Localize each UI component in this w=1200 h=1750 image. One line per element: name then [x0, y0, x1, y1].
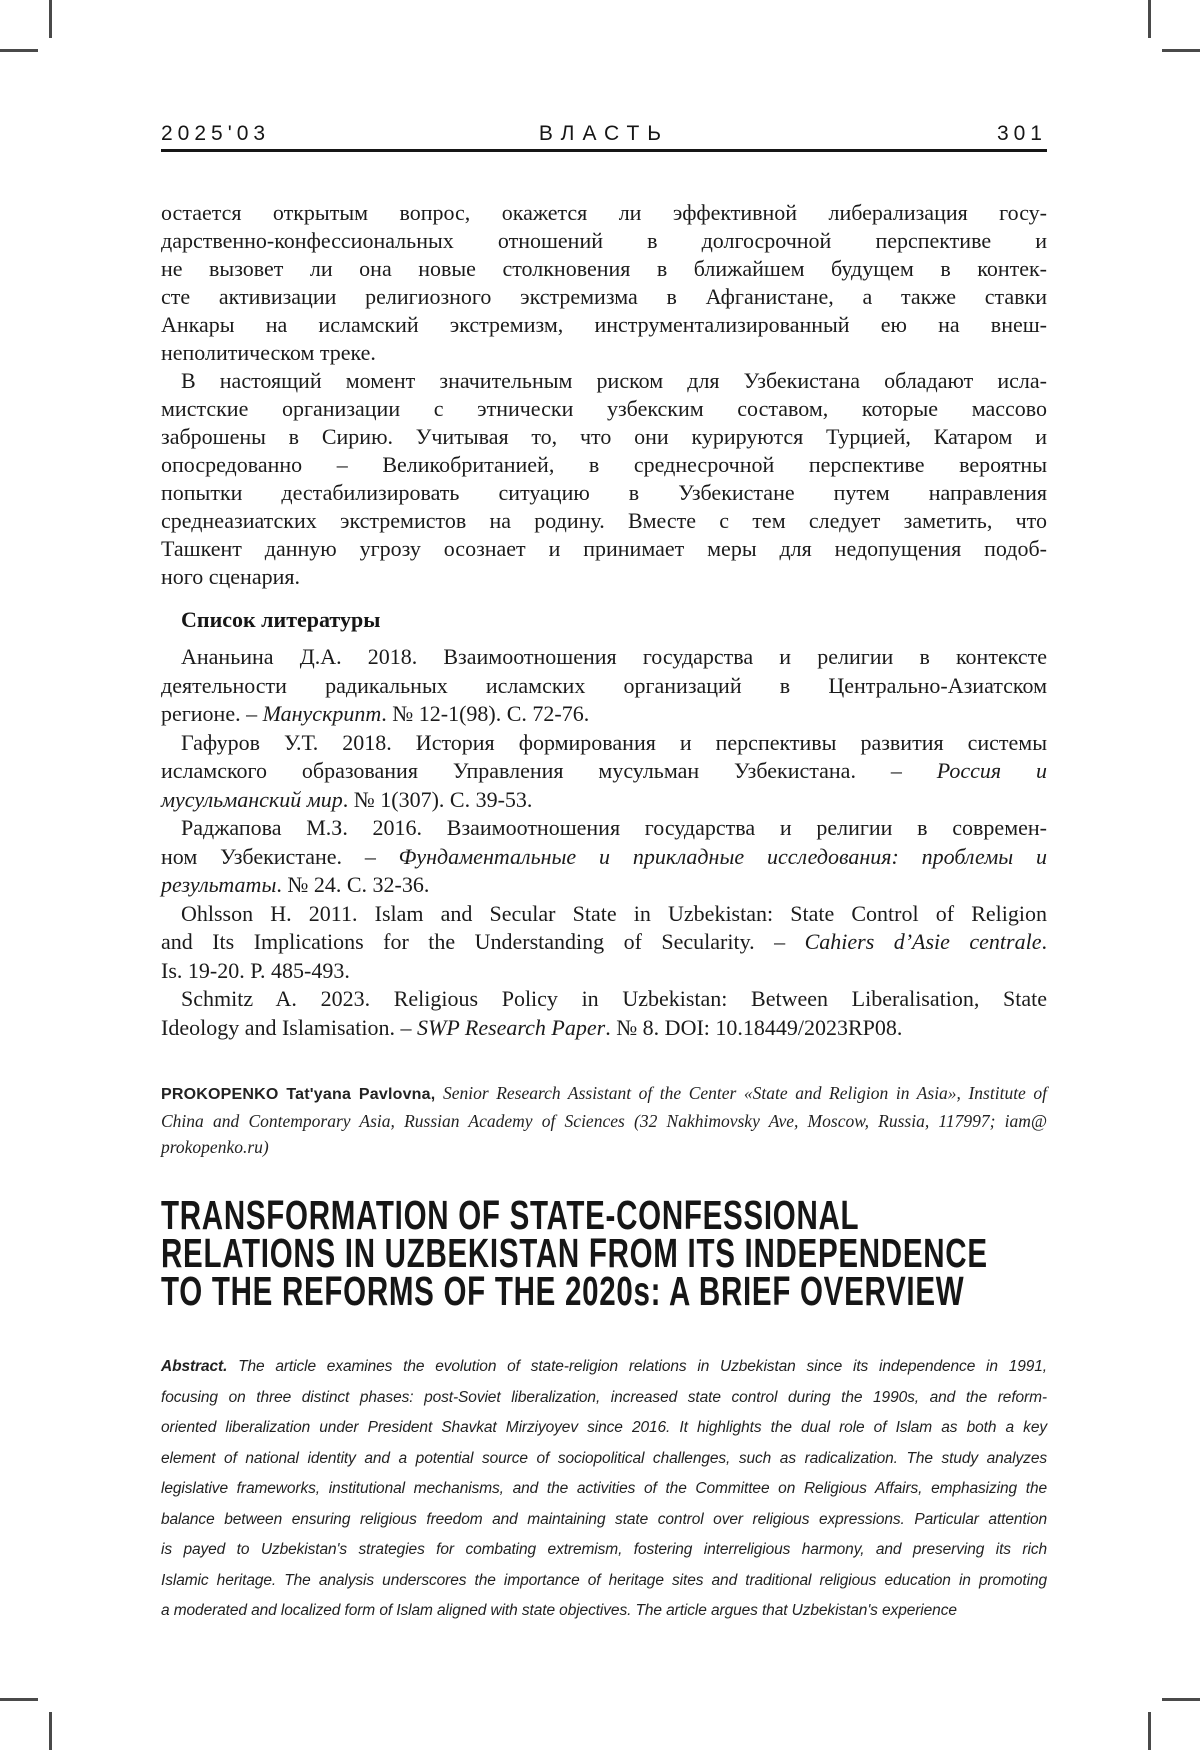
text-segment: Is. 19-20. P. 485-493. — [161, 957, 350, 983]
crop-mark-bottom-left-vertical — [49, 1712, 52, 1750]
text-segment: заброшены в Сирию. Учитывая то, что они курируются Турцией, Катаром и — [161, 424, 1047, 449]
text-line — [161, 563, 1047, 591]
text-segment: Манускрипт — [262, 701, 382, 726]
text-line — [161, 451, 1047, 479]
text-line — [161, 423, 1047, 451]
reference-item — [161, 643, 1047, 729]
text-segment: is payed to Uzbekistan's strategies for combating extremism, fostering interreligious harmony, and preserving its rich — [161, 1541, 1047, 1558]
crop-mark-bottom-right-horizontal — [1162, 1698, 1200, 1701]
text-segment: a moderated and localized form of Islam aligned with state objectives. The article argues that Uzbekistan's experience — [161, 1602, 957, 1619]
text-line — [161, 1080, 1047, 1108]
crop-mark-top-right-horizontal — [1162, 49, 1200, 52]
text-line — [161, 395, 1047, 423]
text-segment: сте активизации религиозного экстремизма в Афганистане, а также ставки — [161, 284, 1047, 309]
text-line — [161, 700, 1047, 729]
text-segment: Анкары на исламский экстремизм, инструментализированный ею на внеш- — [161, 312, 1047, 337]
text-segment: oriented liberalization under President Shavkat Mirziyoyev since 2016. It highlights the dual role of Islam as both a key — [161, 1419, 1047, 1436]
text-segment: PROKOPENKO Tat'yana Pavlovna, — [161, 1086, 436, 1103]
abstract — [161, 1352, 1047, 1627]
text-segment: исламского образования Управления мусульман Узбекистана. – — [161, 758, 937, 783]
text-line — [161, 199, 1047, 227]
text-segment: China and Contemporary Asia, Russian Academy of Sciences (32 Nakhimovsky Ave, Moscow, Russia, 117997; iam@ — [161, 1111, 1047, 1131]
crop-mark-top-left-horizontal — [0, 49, 38, 52]
text-segment: регионе. – — [161, 701, 263, 726]
text-line — [161, 1505, 1047, 1536]
crop-mark-bottom-right-vertical — [1148, 1712, 1151, 1750]
text-line — [161, 227, 1047, 255]
header-page-number: 301 — [996, 122, 1047, 145]
text-segment: Россия и — [936, 758, 1047, 783]
text-segment: Islamic heritage. The analysis underscores the importance of heritage sites and traditional religious education in promoting — [161, 1571, 1047, 1589]
title-line: TRANSFORMATION OF STATE-CONFESSIONAL — [161, 1192, 860, 1238]
text-line — [161, 255, 1047, 283]
text-segment: не вызовет ли она новые столкновения в ближайшем будущем в контек- — [161, 256, 1047, 281]
text-segment: Ideology and Islamisation. – — [161, 1014, 418, 1040]
text-line — [161, 786, 1047, 815]
text-segment: . № 24. С. 32-36. — [276, 872, 430, 897]
text-line — [161, 957, 1047, 986]
text-line — [161, 1566, 1047, 1597]
text-line — [161, 900, 1047, 929]
text-line — [161, 1444, 1047, 1475]
text-segment: prokopenko.ru) — [161, 1137, 269, 1157]
header-rule — [161, 149, 1047, 152]
title-line: RELATIONS IN UZBEKISTAN FROM ITS INDEPENDENCE — [161, 1230, 988, 1276]
text-line — [161, 1596, 1047, 1627]
text-segment: and Its Implications for the Understanding of Secularity. – — [161, 929, 805, 954]
reference-list — [161, 643, 1047, 1042]
text-line — [161, 985, 1047, 1014]
text-segment: balance between ensuring religious freedom and maintaining state control over religious expressions. Particular attention — [161, 1510, 1047, 1528]
text-line — [161, 643, 1047, 672]
text-line — [161, 479, 1047, 507]
page-header — [161, 122, 1047, 148]
text-segment: . № 8. DOI: 10.18449/2023RP08. — [605, 1014, 903, 1040]
article-title-en — [161, 1192, 1047, 1314]
reference-item — [161, 729, 1047, 815]
text-segment: . — [1041, 929, 1047, 954]
text-segment: Abstract. — [161, 1358, 228, 1375]
text-line — [161, 1535, 1047, 1566]
body-paragraph — [161, 199, 1047, 367]
text-line — [161, 1108, 1047, 1134]
text-segment: Раджапова М.З. 2016. Взаимоотношения государства и религии в современ- — [181, 815, 1047, 840]
text-segment: мусульманский мир — [161, 786, 343, 812]
text-line — [161, 729, 1047, 758]
text-line — [161, 339, 1047, 367]
text-line — [161, 1014, 1047, 1043]
text-segment: результаты — [161, 872, 277, 897]
text-segment: Ohlsson H. 2011. Islam and Secular State in Uzbekistan: State Control of Religion — [181, 900, 1047, 926]
text-segment: Гафуров У.Т. 2018. История формирования и перспективы развития системы — [181, 729, 1047, 755]
text-line — [161, 311, 1047, 339]
text-segment: Фундаментальные и прикладные исследования: проблемы и — [398, 843, 1047, 869]
author-note — [161, 1080, 1047, 1160]
text-segment: попытки дестабилизировать ситуацию в Узбекистане путем направления — [161, 480, 1047, 505]
body-paragraph — [161, 367, 1047, 591]
text-segment: деятельности радикальных исламских организаций в Центрально-Азиатском — [161, 672, 1047, 698]
text-segment: В настоящий момент значительным риском для Узбекистана обладают исла- — [181, 368, 1047, 393]
text-segment: Ташкент данную угрозу осознает и принимает меры для недопущения подоб- — [161, 536, 1047, 561]
text-segment: ном Узбекистане. – — [161, 843, 399, 869]
text-line — [161, 871, 1047, 900]
title-line: TO THE REFORMS OF THE 2020s: A BRIEF OVERVIEW — [161, 1268, 965, 1314]
text-segment: Ананьина Д.А. 2018. Взаимоотношения государства и религии в контексте — [181, 644, 1047, 669]
text-segment: legislative frameworks, institutional mechanisms, and the activities of the Committee on Religious Affairs, emphasizing the — [161, 1480, 1047, 1497]
text-line — [161, 672, 1047, 701]
text-line — [161, 843, 1047, 872]
reference-item — [161, 814, 1047, 900]
text-line — [161, 1383, 1047, 1414]
references-heading: Список литературы — [181, 607, 381, 632]
article-body — [161, 199, 1047, 591]
text-line — [161, 814, 1047, 843]
text-line — [161, 507, 1047, 535]
text-segment: . № 12-1(98). С. 72-76. — [381, 701, 590, 726]
text-line — [161, 283, 1047, 311]
text-line — [161, 1352, 1047, 1383]
reference-item — [161, 985, 1047, 1042]
text-segment: ного сценария. — [161, 564, 300, 589]
text-segment: . № 1(307). С. 39-53. — [342, 786, 533, 812]
reference-item — [161, 900, 1047, 986]
text-line — [161, 535, 1047, 563]
text-line — [161, 757, 1047, 786]
text-segment: мистские организации с этнически узбекским составом, которые массово — [161, 396, 1047, 421]
text-line — [161, 1413, 1047, 1444]
text-line — [161, 367, 1047, 395]
text-segment: The article examines the evolution of state-religion relations in Uzbekistan since its independence in 1991, — [227, 1358, 1047, 1375]
text-segment: остается открытым вопрос, окажется ли эффективной либерализация госу- — [161, 200, 1047, 225]
text-segment: неполитическом треке. — [161, 340, 376, 365]
text-segment: опосредованно – Великобританией, в среднесрочной перспективе вероятны — [161, 452, 1047, 477]
text-segment: Cahiers d’Asie centrale — [804, 929, 1042, 954]
header-issue-label: 2025'03 — [161, 122, 271, 145]
header-journal-title: ВЛАСТЬ — [538, 122, 670, 145]
crop-mark-bottom-left-horizontal — [0, 1698, 38, 1701]
text-segment: Senior Research Assistant of the Center «State and Religion in Asia», Institute of — [435, 1083, 1047, 1103]
text-segment: SWP Research Paper — [417, 1014, 606, 1040]
text-segment: element of national identity and a potential source of sociopolitical challenges, such as radicalization. The study analyzes — [161, 1449, 1047, 1467]
text-line — [161, 1474, 1047, 1505]
text-segment: среднеазиатских экстремистов на родину. Вместе с тем следует заметить, что — [161, 508, 1047, 533]
text-line — [161, 928, 1047, 957]
crop-mark-top-right-vertical — [1148, 0, 1151, 38]
text-segment: Schmitz A. 2023. Religious Policy in Uzbekistan: Between Liberalisation, State — [181, 986, 1047, 1011]
text-segment: focusing on three distinct phases: post-Soviet liberalization, increased state control during the 1990s, and the reform- — [161, 1388, 1047, 1406]
text-line — [161, 1134, 1047, 1160]
text-segment: дарственно-конфессиональных отношений в долгосрочной перспективе и — [161, 228, 1047, 253]
crop-mark-top-left-vertical — [49, 0, 52, 38]
